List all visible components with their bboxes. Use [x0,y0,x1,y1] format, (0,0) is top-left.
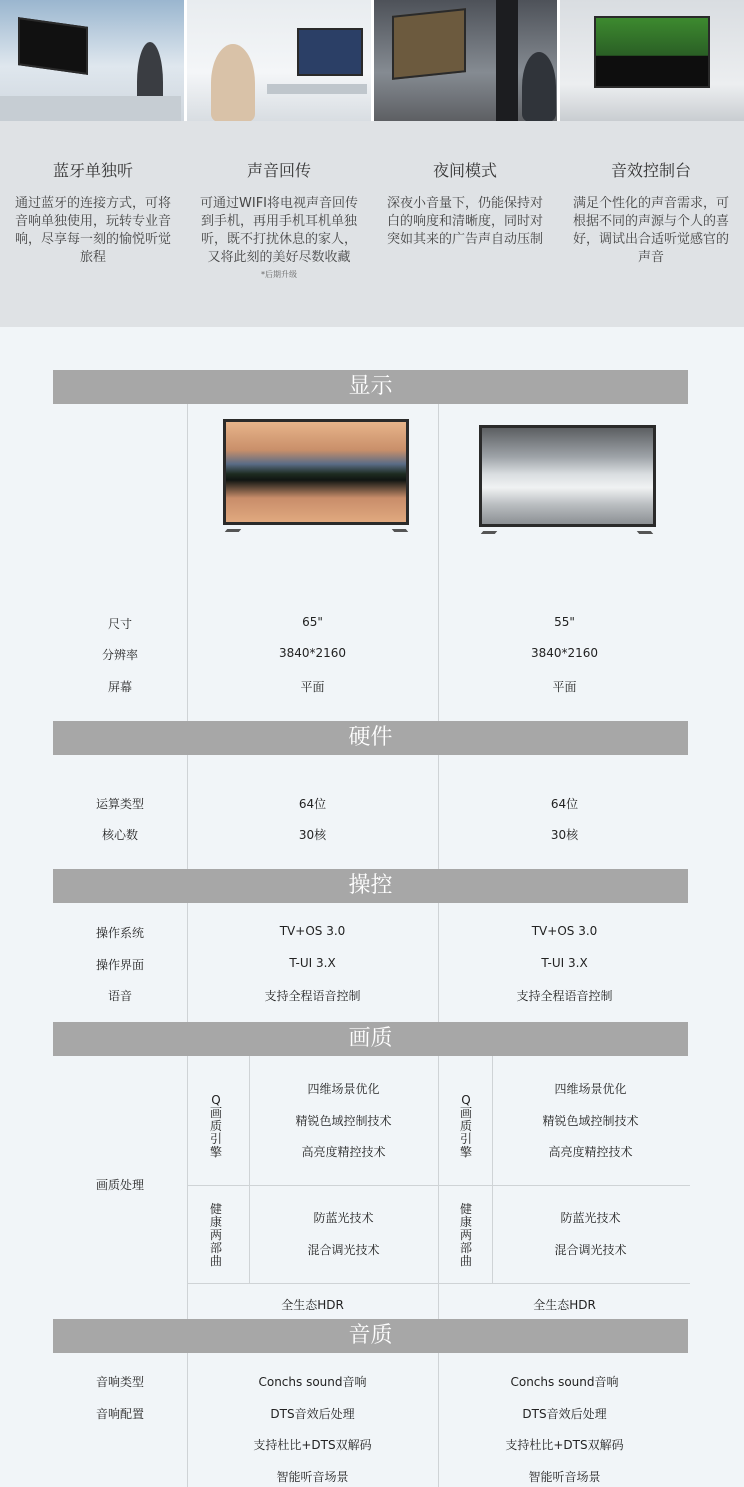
tv-image [392,8,466,80]
feature-sound-console [558,121,744,327]
feature-night-mode [372,121,558,327]
spec-value-65: 64位 [298,797,327,811]
engine-item: 高亮度精控技术 [548,1145,633,1159]
person-image [522,52,556,121]
feature-desc: 满足个性化的声音需求，可根据不同的声源与个人的喜好，调试出合适听觉感官的声音 [572,196,729,265]
tv-stand [225,529,242,532]
tv-55-image [479,425,656,527]
health-item: 防蓝光技术 [313,1211,374,1225]
hdr-value-65: 全生态HDR [281,1298,344,1312]
engine-label: Q 画 质 引 擎 [209,1093,222,1159]
spec-label: 音响类型 [95,1375,144,1389]
photo-sound-return [187,0,371,121]
spec-value-55: DTS音效后处理 [522,1407,607,1421]
feature-bluetooth [0,121,186,327]
spec-label: 核心数 [101,828,138,842]
spec-value-65: DTS音效后处理 [270,1407,355,1421]
health-item: 防蓝光技术 [560,1211,621,1225]
spec-value-55: 智能听音场景 [528,1470,601,1484]
spec-label: 尺寸 [107,617,132,631]
spec-value-65: 平面 [300,680,325,694]
spec-value-65: Conchs sound音响 [258,1375,367,1389]
wall-image [496,0,518,121]
spec-value-65: TV+OS 3.0 [279,924,346,938]
cabinet-image [267,84,367,94]
tv-stand [392,529,409,532]
row-divider [187,1283,690,1284]
feature-title: 夜间模式 [432,161,497,180]
spec-value-65: 支持全程语音控制 [264,989,361,1003]
floor-image [0,96,181,121]
spec-value-55: 支持全程语音控制 [516,989,613,1003]
tv-65-image [223,419,409,525]
feature-band [0,121,744,327]
spec-label: 分辨率 [101,648,138,662]
tv-stand [481,531,498,534]
tv-screen-mountain [226,422,406,522]
health-item: 混合调光技术 [307,1243,380,1257]
feature-desc: 可通过WIFI将电视声音回传到手机，再用手机耳机单独听，既不打扰休息的家人，又将此刻的美好尽数收藏 [200,196,358,265]
feature-sound-return [186,121,372,327]
section-title-control: 操控 [53,869,688,903]
spec-label: 画质处理 [95,1178,144,1192]
section-title-hardware: 硬件 [53,721,688,755]
tv-screen-waterfall [482,428,653,524]
photo-bluetooth-listening [0,0,184,121]
spec-value-55: TV+OS 3.0 [531,924,598,938]
spec-label: 操作系统 [95,926,144,940]
engine-item: 四维场景优化 [307,1082,380,1096]
spec-value-65: 65" [302,615,323,629]
spec-value-65: 支持杜比+DTS双解码 [253,1438,372,1452]
section-title-picture: 画质 [53,1022,688,1056]
spec-value-55: 3840*2160 [530,646,599,660]
photo-strip [0,0,744,121]
health-label: 健 康 两 部 曲 [209,1202,222,1268]
hdr-value-55: 全生态HDR [533,1298,596,1312]
tv-image [18,17,88,75]
engine-item: 高亮度精控技术 [301,1145,386,1159]
spec-value-65: 智能听音场景 [276,1470,349,1484]
spec-label: 屏幕 [107,680,132,694]
tv-image [594,16,710,88]
engine-item: 精锐色域控制技术 [542,1114,639,1128]
tv-image [297,28,363,76]
spec-value-55: 64位 [550,797,579,811]
spec-value-65: 3840*2160 [278,646,347,660]
spec-value-55: 支持杜比+DTS双解码 [505,1438,624,1452]
spec-value-65: T-UI 3.X [289,956,336,970]
person-image [211,44,255,121]
spec-label: 音响配置 [95,1407,144,1421]
engine-label: Q 画 质 引 擎 [459,1093,472,1159]
feature-title: 音效控制台 [610,161,691,180]
feature-title: 蓝牙单独听 [52,161,133,180]
health-item: 混合调光技术 [554,1243,627,1257]
spec-value-55: 30核 [550,828,579,842]
spec-value-65: 30核 [298,828,327,842]
feature-note: *后期升级 [261,270,297,279]
engine-item: 四维场景优化 [554,1082,627,1096]
spec-label: 操作界面 [95,958,144,972]
feature-desc: 通过蓝牙的连接方式，可将音响单独使用，玩转专业音响，尽享每一刻的愉悦听觉旅程 [14,196,171,265]
spec-value-55: 平面 [552,680,577,694]
engine-item: 精锐色域控制技术 [295,1114,392,1128]
photo-night-mode [374,0,558,121]
spec-value-55: T-UI 3.X [541,956,588,970]
section-title-display: 显示 [53,370,688,404]
spec-label: 语音 [107,989,132,1003]
tv-stand [637,531,654,534]
spec-value-55: Conchs sound音响 [510,1375,619,1389]
section-title-sound: 音质 [53,1319,688,1353]
spec-value-55: 55" [554,615,575,629]
photo-sound-console [560,0,744,121]
feature-desc: 深夜小音量下，仍能保持对白的响度和清晰度，同时对突如其来的广告声自动压制 [386,196,543,247]
row-divider [187,1185,690,1186]
feature-title: 声音回传 [246,161,311,180]
health-label: 健 康 两 部 曲 [459,1202,472,1268]
spec-label: 运算类型 [95,797,144,811]
